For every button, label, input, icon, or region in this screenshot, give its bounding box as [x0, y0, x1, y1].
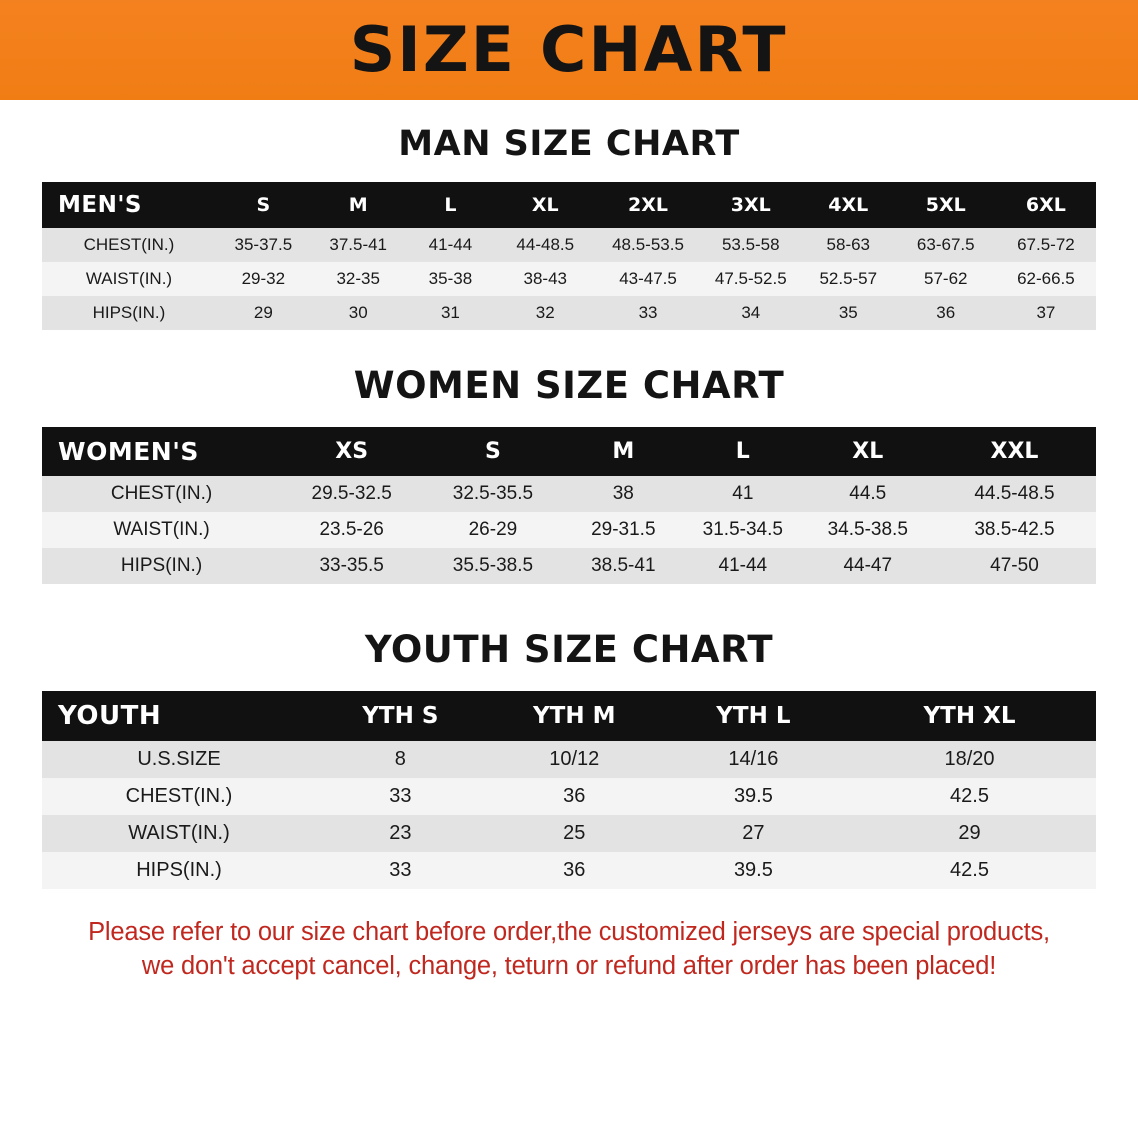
table-cell: 42.5	[843, 852, 1096, 889]
row-label: U.S.SIZE	[42, 741, 316, 778]
table-cell: 53.5-58	[701, 228, 801, 262]
table-cell: 36	[896, 296, 996, 330]
table-cell: 23.5-26	[281, 512, 422, 548]
youth-header-cell: YTH M	[485, 691, 664, 741]
table-row	[42, 296, 1096, 330]
man-header-cell: 3XL	[701, 182, 801, 228]
table-cell: 58-63	[801, 228, 896, 262]
table-cell: 36	[485, 852, 664, 889]
women-header-cell: L	[683, 427, 803, 476]
table-row	[42, 815, 1096, 852]
table-cell: 44.5-48.5	[933, 476, 1096, 512]
table-cell: 29-31.5	[564, 512, 684, 548]
table-cell: 38.5-42.5	[933, 512, 1096, 548]
table-cell: 52.5-57	[801, 262, 896, 296]
youth-table-wrap	[0, 691, 1138, 889]
page-title: SIZE CHART	[350, 13, 788, 86]
table-cell: 23	[316, 815, 485, 852]
table-row	[42, 228, 1096, 262]
table-cell: 29	[216, 296, 311, 330]
table-cell: 35-38	[406, 262, 496, 296]
table-cell: 36	[485, 778, 664, 815]
row-label: CHEST(IN.)	[42, 476, 281, 512]
man-header-cell: L	[406, 182, 496, 228]
table-cell: 35	[801, 296, 896, 330]
table-row	[42, 741, 1096, 778]
row-label: WAIST(IN.)	[42, 815, 316, 852]
women-header-cell: XS	[281, 427, 422, 476]
table-cell: 57-62	[896, 262, 996, 296]
table-cell: 35-37.5	[216, 228, 311, 262]
row-label: HIPS(IN.)	[42, 852, 316, 889]
women-header-cell: M	[564, 427, 684, 476]
table-cell: 14/16	[664, 741, 843, 778]
table-cell: 18/20	[843, 741, 1096, 778]
footer-note	[36, 915, 1102, 984]
women-header-cell: WOMEN'S	[42, 427, 281, 476]
table-cell: 44-48.5	[495, 228, 595, 262]
table-cell: 41-44	[406, 228, 496, 262]
table-cell: 34	[701, 296, 801, 330]
table-cell: 38-43	[495, 262, 595, 296]
women-header-cell: XXL	[933, 427, 1096, 476]
table-cell: 38.5-41	[564, 548, 684, 584]
women-header-cell: S	[422, 427, 563, 476]
row-label: WAIST(IN.)	[42, 512, 281, 548]
table-cell: 44-47	[803, 548, 933, 584]
table-cell: 33	[595, 296, 700, 330]
man-header-cell: M	[311, 182, 406, 228]
table-cell: 29	[843, 815, 1096, 852]
table-row	[42, 548, 1096, 584]
table-cell: 8	[316, 741, 485, 778]
table-cell: 29.5-32.5	[281, 476, 422, 512]
man-header-cell: 2XL	[595, 182, 700, 228]
table-cell: 32-35	[311, 262, 406, 296]
table-cell: 47.5-52.5	[701, 262, 801, 296]
table-row	[42, 262, 1096, 296]
table-cell: 67.5-72	[996, 228, 1096, 262]
table-cell: 30	[311, 296, 406, 330]
table-cell: 34.5-38.5	[803, 512, 933, 548]
table-cell: 33	[316, 778, 485, 815]
row-label: WAIST(IN.)	[42, 262, 216, 296]
table-cell: 32.5-35.5	[422, 476, 563, 512]
table-cell: 44.5	[803, 476, 933, 512]
man-header-cell: MEN'S	[42, 182, 216, 228]
table-cell: 33	[316, 852, 485, 889]
row-label: CHEST(IN.)	[42, 778, 316, 815]
youth-header-cell: YTH L	[664, 691, 843, 741]
man-header-cell: XL	[495, 182, 595, 228]
table-cell: 41-44	[683, 548, 803, 584]
table-cell: 10/12	[485, 741, 664, 778]
man-header-cell: 4XL	[801, 182, 896, 228]
page-banner	[0, 0, 1138, 100]
man-table-header-row	[42, 182, 1096, 228]
table-row	[42, 476, 1096, 512]
youth-size-table	[42, 691, 1096, 889]
table-cell: 48.5-53.5	[595, 228, 700, 262]
man-table-wrap	[0, 182, 1138, 330]
man-header-cell: 5XL	[896, 182, 996, 228]
footer-note-line-2: we don't accept cancel, change, teturn or refund after order has been placed!	[141, 952, 997, 981]
table-cell: 29-32	[216, 262, 311, 296]
youth-header-cell: YTH XL	[843, 691, 1096, 741]
table-cell: 31	[406, 296, 496, 330]
table-cell: 25	[485, 815, 664, 852]
row-label: CHEST(IN.)	[42, 228, 216, 262]
women-table-header-row	[42, 427, 1096, 476]
youth-header-cell: YOUTH	[42, 691, 316, 741]
table-cell: 37.5-41	[311, 228, 406, 262]
table-cell: 38	[564, 476, 684, 512]
women-section-heading: WOMEN SIZE CHART	[353, 364, 785, 407]
table-cell: 31.5-34.5	[683, 512, 803, 548]
man-section-heading: MAN SIZE CHART	[398, 124, 740, 164]
footer-note-line-1: Please refer to our size chart before order,the customized jerseys are special products,	[88, 918, 1050, 946]
table-cell: 27	[664, 815, 843, 852]
women-size-table	[42, 427, 1096, 584]
table-cell: 62-66.5	[996, 262, 1096, 296]
man-header-cell: 6XL	[996, 182, 1096, 228]
table-cell: 41	[683, 476, 803, 512]
table-cell: 39.5	[664, 852, 843, 889]
youth-section-heading: YOUTH SIZE CHART	[364, 628, 774, 671]
youth-table-header-row	[42, 691, 1096, 741]
table-cell: 33-35.5	[281, 548, 422, 584]
youth-header-cell: YTH S	[316, 691, 485, 741]
women-table-wrap	[0, 427, 1138, 584]
women-header-cell: XL	[803, 427, 933, 476]
table-cell: 37	[996, 296, 1096, 330]
row-label: HIPS(IN.)	[42, 296, 216, 330]
table-cell: 32	[495, 296, 595, 330]
table-cell: 63-67.5	[896, 228, 996, 262]
table-cell: 35.5-38.5	[422, 548, 563, 584]
man-size-table	[42, 182, 1096, 330]
table-cell: 42.5	[843, 778, 1096, 815]
table-cell: 43-47.5	[595, 262, 700, 296]
table-row	[42, 512, 1096, 548]
table-row	[42, 852, 1096, 889]
row-label: HIPS(IN.)	[42, 548, 281, 584]
table-cell: 39.5	[664, 778, 843, 815]
table-row	[42, 778, 1096, 815]
man-header-cell: S	[216, 182, 311, 228]
table-cell: 26-29	[422, 512, 563, 548]
table-cell: 47-50	[933, 548, 1096, 584]
